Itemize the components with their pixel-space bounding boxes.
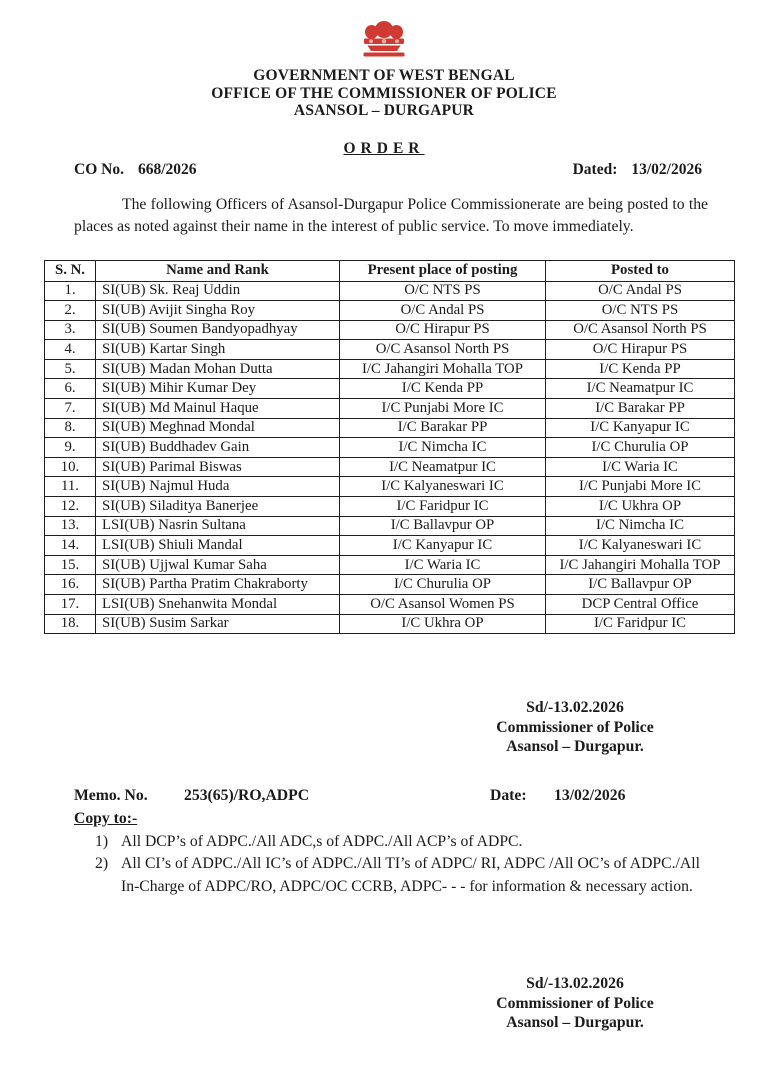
order-date-label: Dated: xyxy=(572,160,618,178)
signatory-place: Asansol – Durgapur. xyxy=(506,738,644,756)
order-body-paragraph: The following Officers of Asansol-Durgapur Police Commissionerate are being posted to the places as noted against their name in the interest of public service. To move immediately. xyxy=(74,195,708,235)
cell-sn: 2. xyxy=(45,301,96,321)
cell-name-rank: SI(UB) Parimal Biswas xyxy=(96,457,340,477)
cell-name-rank: SI(UB) Partha Pratim Chakraborty xyxy=(96,575,340,595)
cell-present-posting: I/C Neamatpur IC xyxy=(340,457,546,477)
cell-posted-to: I/C Neamatpur IC xyxy=(546,379,735,399)
table-row xyxy=(45,555,735,575)
cell-sn: 4. xyxy=(45,340,96,360)
cell-sn: 7. xyxy=(45,399,96,419)
memo-date-value: 13/02/2026 xyxy=(554,786,626,804)
cell-name-rank: SI(UB) Ujjwal Kumar Saha xyxy=(96,555,340,575)
copy-to-item: All DCP’s of ADPC./All ADC,s of ADPC./All ACP’s of ADPC. xyxy=(121,832,523,850)
header-name-rank: Name and Rank xyxy=(96,260,340,281)
cell-name-rank: SI(UB) Soumen Bandyopadhyay xyxy=(96,320,340,340)
cell-present-posting: I/C Churulia OP xyxy=(340,575,546,595)
cell-present-posting: O/C Asansol Women PS xyxy=(340,595,546,615)
copy-to-item: All CI’s of ADPC./All IC’s of ADPC./All TI’s of ADPC/ RI, ADPC /All OC’s of ADPC./All In-Charge of ADPC/RO, ADPC/OC CCRB, ADPC- - - for information & necessary action. xyxy=(121,855,700,895)
sd-line: Sd/-13.02.2026 xyxy=(526,975,624,993)
memo-number-value: 253(65)/RO,ADPC xyxy=(184,786,310,804)
letterhead-line-city: ASANSOL – DURGAPUR xyxy=(293,102,475,119)
cell-present-posting: I/C Nimcha IC xyxy=(340,438,546,458)
table-row xyxy=(45,418,735,438)
cell-posted-to: O/C Asansol North PS xyxy=(546,320,735,340)
cell-posted-to: I/C Ukhra OP xyxy=(546,497,735,517)
cell-posted-to: O/C Hirapur PS xyxy=(546,340,735,360)
cell-present-posting: O/C Andal PS xyxy=(340,301,546,321)
cell-posted-to: DCP Central Office xyxy=(546,595,735,615)
co-number xyxy=(74,161,197,179)
table-row xyxy=(45,477,735,497)
table-row xyxy=(45,536,735,556)
cell-sn: 11. xyxy=(45,477,96,497)
cell-sn: 10. xyxy=(45,457,96,477)
cell-posted-to: O/C NTS PS xyxy=(546,301,735,321)
cell-name-rank: SI(UB) Najmul Huda xyxy=(96,477,340,497)
table-row xyxy=(45,379,735,399)
cell-sn: 16. xyxy=(45,575,96,595)
cell-name-rank: SI(UB) Avijit Singha Roy xyxy=(96,301,340,321)
signatory-place: Asansol – Durgapur. xyxy=(506,1014,644,1032)
cell-name-rank: SI(UB) Siladitya Banerjee xyxy=(96,497,340,517)
table-row xyxy=(45,281,735,301)
cell-sn: 5. xyxy=(45,359,96,379)
cell-name-rank: LSI(UB) Shiuli Mandal xyxy=(96,536,340,556)
cell-posted-to: I/C Kanyapur IC xyxy=(546,418,735,438)
cell-present-posting: I/C Faridpur IC xyxy=(340,497,546,517)
cell-present-posting: I/C Jahangiri Mohalla TOP xyxy=(340,359,546,379)
table-row xyxy=(45,399,735,419)
cell-name-rank: SI(UB) Buddhadev Gain xyxy=(96,438,340,458)
table-row xyxy=(45,575,735,595)
postings-table xyxy=(44,260,735,635)
cell-sn: 6. xyxy=(45,379,96,399)
cell-posted-to: I/C Nimcha IC xyxy=(546,516,735,536)
header-present-posting: Present place of posting xyxy=(340,260,546,281)
cell-present-posting: I/C Ballavpur OP xyxy=(340,516,546,536)
cell-present-posting: I/C Kalyaneswari IC xyxy=(340,477,546,497)
cell-present-posting: I/C Punjabi More IC xyxy=(340,399,546,419)
signatory-designation: Commissioner of Police xyxy=(496,994,654,1012)
signature-block-top xyxy=(460,698,690,757)
cell-present-posting: O/C Asansol North PS xyxy=(340,340,546,360)
cell-name-rank: SI(UB) Sk. Reaj Uddin xyxy=(96,281,340,301)
table-row xyxy=(45,516,735,536)
cell-name-rank: SI(UB) Kartar Singh xyxy=(96,340,340,360)
cell-name-rank: SI(UB) Madan Mohan Dutta xyxy=(96,359,340,379)
copy-to-heading: Copy to:- xyxy=(74,809,138,827)
co-number-row xyxy=(74,161,702,179)
cell-name-rank: SI(UB) Mihir Kumar Dey xyxy=(96,379,340,399)
order-date xyxy=(573,161,702,179)
table-row xyxy=(45,340,735,360)
ashoka-lion-capital-emblem-icon xyxy=(361,45,407,62)
cell-posted-to: I/C Jahangiri Mohalla TOP xyxy=(546,555,735,575)
signature-block-bottom xyxy=(460,974,690,1033)
copy-to-list xyxy=(95,831,716,899)
cell-name-rank: SI(UB) Md Mainul Haque xyxy=(96,399,340,419)
cell-posted-to: I/C Churulia OP xyxy=(546,438,735,458)
co-number-value: 668/2026 xyxy=(137,160,197,178)
signatory-designation: Commissioner of Police xyxy=(496,718,654,736)
table-row xyxy=(45,497,735,517)
cell-present-posting: I/C Barakar PP xyxy=(340,418,546,438)
letterhead-line-office: OFFICE OF THE COMMISSIONER OF POLICE xyxy=(211,84,557,102)
cell-sn: 3. xyxy=(45,320,96,340)
cell-sn: 15. xyxy=(45,555,96,575)
sd-line: Sd/-13.02.2026 xyxy=(526,699,624,717)
cell-posted-to: I/C Kenda PP xyxy=(546,359,735,379)
cell-posted-to: I/C Barakar PP xyxy=(546,399,735,419)
order-title: ORDER xyxy=(343,139,425,157)
table-row xyxy=(45,359,735,379)
table-row xyxy=(45,320,735,340)
cell-posted-to: I/C Kalyaneswari IC xyxy=(546,536,735,556)
table-row xyxy=(45,614,735,634)
cell-posted-to: O/C Andal PS xyxy=(546,281,735,301)
cell-sn: 1. xyxy=(45,281,96,301)
cell-sn: 14. xyxy=(45,536,96,556)
cell-name-rank: SI(UB) Meghnad Mondal xyxy=(96,418,340,438)
table-row xyxy=(45,595,735,615)
cell-posted-to: I/C Waria IC xyxy=(546,457,735,477)
cell-present-posting: O/C NTS PS xyxy=(340,281,546,301)
memo-row xyxy=(74,787,768,807)
cell-sn: 9. xyxy=(45,438,96,458)
cell-sn: 17. xyxy=(45,595,96,615)
cell-name-rank: LSI(UB) Snehanwita Mondal xyxy=(96,595,340,615)
cell-sn: 18. xyxy=(45,614,96,634)
cell-posted-to: I/C Punjabi More IC xyxy=(546,477,735,497)
letterhead-line-government: GOVERNMENT OF WEST BENGAL xyxy=(253,67,515,84)
cell-present-posting: I/C Ukhra OP xyxy=(340,614,546,634)
emblem-container xyxy=(0,0,768,63)
table-row xyxy=(45,457,735,477)
letterhead xyxy=(0,67,768,120)
cell-sn: 12. xyxy=(45,497,96,517)
cell-sn: 8. xyxy=(45,418,96,438)
cell-present-posting: O/C Hirapur PS xyxy=(340,320,546,340)
memo-number-label: Memo. No. xyxy=(74,786,148,804)
cell-present-posting: I/C Kenda PP xyxy=(340,379,546,399)
cell-name-rank: SI(UB) Susim Sarkar xyxy=(96,614,340,634)
cell-sn: 13. xyxy=(45,516,96,536)
header-posted-to: Posted to xyxy=(546,260,735,281)
cell-present-posting: I/C Kanyapur IC xyxy=(340,536,546,556)
order-date-value: 13/02/2026 xyxy=(631,160,702,178)
order-table-body xyxy=(45,281,735,634)
cell-posted-to: I/C Faridpur IC xyxy=(546,614,735,634)
memo-date-label: Date: xyxy=(490,786,527,804)
table-row xyxy=(45,438,735,458)
co-number-label: CO No. xyxy=(74,160,124,178)
table-header-row xyxy=(45,260,735,281)
cell-present-posting: I/C Waria IC xyxy=(340,555,546,575)
cell-name-rank: LSI(UB) Nasrin Sultana xyxy=(96,516,340,536)
cell-posted-to: I/C Ballavpur OP xyxy=(546,575,735,595)
header-sn: S. N. xyxy=(45,260,96,281)
table-row xyxy=(45,301,735,321)
